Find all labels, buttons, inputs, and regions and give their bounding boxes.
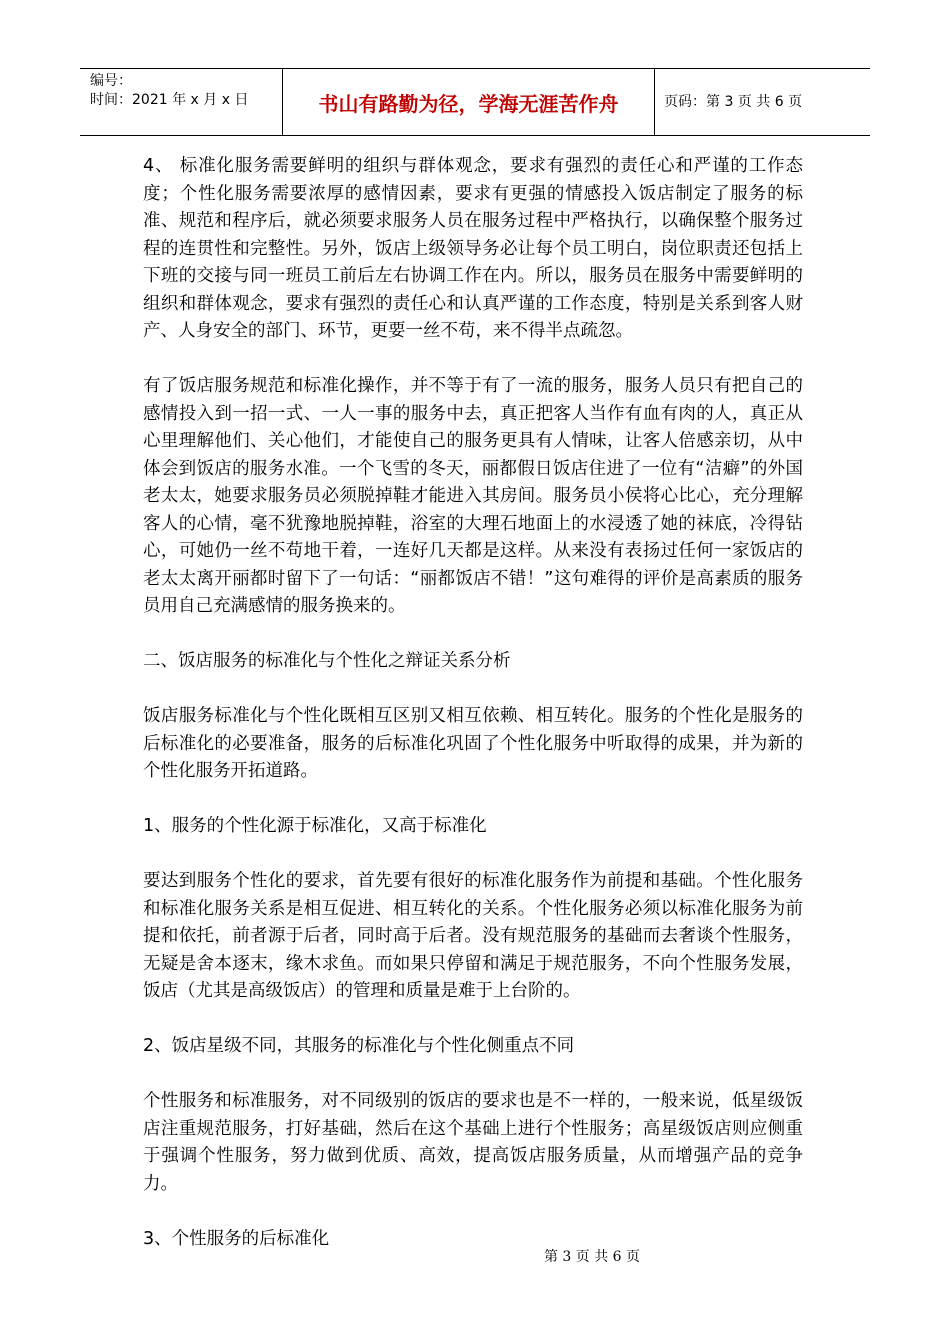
header-page-info: 页码：第 3 页 共 6 页: [664, 94, 803, 110]
subsection-heading: 2、饭店星级不同，其服务的标准化与个性化侧重点不同: [143, 1036, 575, 1056]
paragraph: 要达到服务个性化的要求，首先要有很好的标准化服务作为前提和基础。个性化服务和标准化服务关系是相互促进、相互转化的关系。个性化服务必须以标准化服务为前提和依托，前者源于后者，同时高于后者。没有规范服务的基础而去奢谈个性服务，无疑是舍本逐末，缘木求鱼。而如果只停留和满足于规范服务，不向个性服务发展，饭店（尤其是高级饭店）的管理和质量是难于上台阶的。: [143, 871, 803, 1001]
header-meta: [90, 72, 248, 110]
page-header: [80, 68, 870, 136]
paragraph: 有了饭店服务规范和标准化操作，并不等于有了一流的服务，服务人员只有把自己的感情投入到一招一式、一人一事的服务中去，真正把客人当作有血有肉的人，真正从心里理解他们、关心他们，才能使自己的服务更具有人情味，让客人倍感亲切，从中体会到饭店的服务水准。一个飞雪的冬天，丽都假日饭店住进了一位有“洁癖”的外国老太太，她要求服务员必须脱掉鞋才能进入其房间。服务员小侯将心比心，充分理解客人的心情，毫不犹豫地脱掉鞋，浴室的大理石地面上的水浸透了她的袜底，冷得钻心，可她仍一丝不苟地干着，一连好几天都是这样。从来没有表扬过任何一家饭店的老太太离开丽都时留下了一句话：“丽都饭店不错！”这句难得的评价是高素质的服务员用自己充满感情的服务换来的。: [143, 376, 803, 616]
page-footer: 第 3 页 共 6 页: [543, 1249, 641, 1265]
document-body: [143, 153, 803, 1281]
section-heading: 二、饭店服务的标准化与个性化之辩证关系分析: [143, 651, 511, 671]
subsection-heading: 3、个性服务的后标准化: [143, 1228, 330, 1249]
paragraph: 个性服务和标准服务，对不同级别的饭店的要求也是不一样的，一般来说，低星级饭店注重规范服务，打好基础，然后在这个基础上进行个性服务；高星级饭店则应侧重于强调个性服务，努力做到优质、高效，提高饭店服务质量，从而增强产品的竞争力。: [143, 1091, 803, 1194]
paragraph: 饭店服务标准化与个性化既相互区别又相互依赖、相互转化。服务的个性化是服务的后标准化的必要准备，服务的后标准化巩固了个性化服务中听取得的成果，并为新的个性化服务开拓道路。: [143, 706, 803, 781]
document-number-label: 编号：: [90, 73, 132, 89]
subsection-heading: 1、服务的个性化源于标准化，又高于标准化: [143, 816, 487, 836]
motto-text: 书山有路勤为径，学海无涯苦作舟: [318, 91, 619, 116]
paragraph: 4、 标准化服务需要鲜明的组织与群体观念，要求有强烈的责任心和严谨的工作态度；个性化服务需要浓厚的感情因素，要求有更强的情感投入饭店制定了服务的标准、规范和程序后，就必须要求服务人员在服务过程中严格执行，以确保整个服务过程的连贯性和完整性。另外，饭店上级领导务必让每个员工明白，岗位职责还包括上下班的交接与同一班员工前后左右协调工作在内。所以，服务员在服务中需要鲜明的组织和群体观念，要求有强烈的责任心和认真严谨的工作态度，特别是关系到客人财产、人身安全的部门、环节，更要一丝不苟，来不得半点疏忽。: [143, 156, 803, 341]
header-motto-cell: [282, 69, 655, 135]
document-date: 时间：2021 年 x 月 x 日: [90, 92, 249, 108]
